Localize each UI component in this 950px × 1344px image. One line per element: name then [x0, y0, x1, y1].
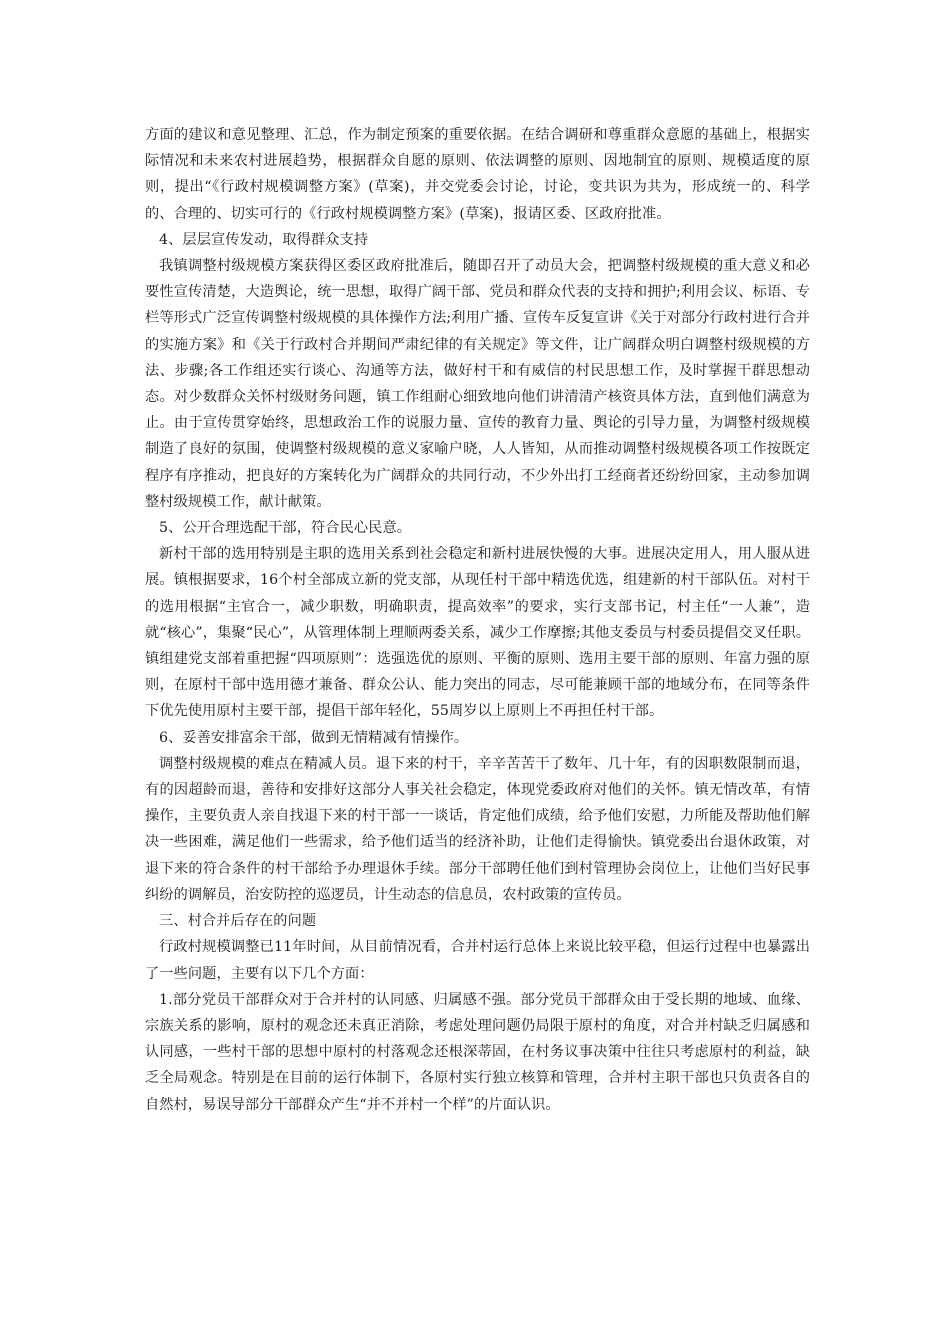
heading-section-5: 5、公开合理选配干部，符合民心民意。 [159, 520, 412, 537]
paragraph-section-6: 调整村级规模的难点在精减人员。退下来的村干，辛辛苦苦干了数年、几十年，有的因职数限制而退，有的因超龄而退，善待和安排好这部分人事关社会稳定，体现党委政府对他们的关怀。镇无情改革，有情操作，主要负责人亲自找退下来的村干部一一谈话，肯定他们成绩，给予他们安慰，力所能及帮助他们解决一些困难，满足他们一些需求，给予他们适当的经济补助，让他们走得愉快。镇党委出台退休政策，对退下来的符合条件的村干部给予办理退休手续。部分干部聘任他们到村管理协会岗位上，让他们当好民事纠纷的调解员，治安防控的巡逻员，计生动态的信息员，农村政策的宣传员。 [145, 755, 810, 903]
paragraph-issue-1: 1.部分党员干部群众对于合并村的认同感、归属感不强。部分党员干部群众由于受长期的地域、血缘、宗族关系的影响，原村的观念还未真正消除，考虑处理问题仍局限于原村的角度，对合并村缺乏归属感和认同感，一些村干部的思想中原村的村落观念还根深蒂固，在村务议事决策中往往只考虑原村的利益，缺乏全局观念。特别是在目前的运行体制下，各原村实行独立核算和管理，合并村主职干部也只负责各自的自然村，易误导部分干部群众产生“并不并村一个样”的片面认识。 [145, 991, 810, 1113]
paragraph-part-3-intro: 行政村规模调整已11年时间，从目前情况看，合并村运行总体上来说比较平稳，但运行过程中也暴露出了一些问题，主要有以下几个方面： [145, 939, 810, 982]
paragraph-section-4: 我镇调整村级规模方案获得区委区政府批准后，随即召开了动员大会，把调整村级规模的重大意义和必要性宣传清楚，大造舆论，统一思想，取得广阔干部、党员和群众代表的支持和拥护;利用会议、标语、专栏等形式广泛宣传调整村级规模的具体操作方法;利用广播、宣传车反复宣讲《关于对部分行政村进行合并的实施方案》和《关于行政村合并期间严肃纪律的有关规定》等文件，让广阔群众明白调整村级规模的方法、步骤;各工作组还实行谈心、沟通等方法，做好村干和有威信的村民思想工作，及时掌握干群思想动态。对少数群众关怀村级财务问题，镇工作组耐心细致地向他们讲清清产核资具体方法，直到他们满意为止。由于宣传贯穿始终，思想政治工作的说服力量、宣传的教育力量、舆论的引导力量，为调整村级规模制造了良好的氛围，使调整村级规模的意义家喻户晓，人人皆知，从而推动调整村级规模各项工作按既定程序有序推动，把良好的方案转化为广阔群众的共同行动，不少外出打工经商者还纷纷回家，主动参加调整村级规模工作，献计献策。 [145, 258, 810, 510]
heading-part-3: 三、村合并后存在的问题 [159, 913, 317, 930]
paragraph-continuation: 方面的建议和意见整理、汇总，作为制定预案的重要依据。在结合调研和尊重群众意愿的基础上，根据实际情况和未来农村进展趋势，根据群众自愿的原则、依法调整的原则、因地制宜的原则、规模适度的原则，提出“《行政村规模调整方案》(草案)，并交党委会讨论，讨论，变共识为共为，形成统一的、科学的、合理的、切实可行的《行政村规模调整方案》(草案)，报请区委、区政府批准。 [145, 127, 810, 222]
heading-section-4: 4、层层宣传发动，取得群众支持 [159, 231, 369, 248]
document-body [145, 122, 810, 1118]
paragraph-section-5: 新村干部的选用特别是主职的选用关系到社会稳定和新村进展快慢的大事。进展决定用人，用人服从进展。镇根据要求，16个村全部成立新的党支部，从现任村干部中精选优选，组建新的村干部队伍。对村干的选用根据“主官合一，减少职数，明确职责，提高效率”的要求，实行支部书记，村主任“一人兼”，造就“核心”，集聚“民心”，从管理体制上理顺两委关系，减少工作摩擦;其他支委员与村委员提倡交叉任职。镇组建党支部着重把握“四项原则”：选强选优的原则、平衡的原则、选用主要干部的原则、年富力强的原则，在原村干部中选用德才兼备、群众公认、能力突出的同志，尽可能兼顾干部的地域分布，在同等条件下优先使用原村主要干部，提倡干部年轻化，55周岁以上原则上不再担任村干部。 [145, 546, 810, 720]
heading-section-6: 6、妥善安排富余干部，做到无情精减有情操作。 [159, 729, 469, 746]
